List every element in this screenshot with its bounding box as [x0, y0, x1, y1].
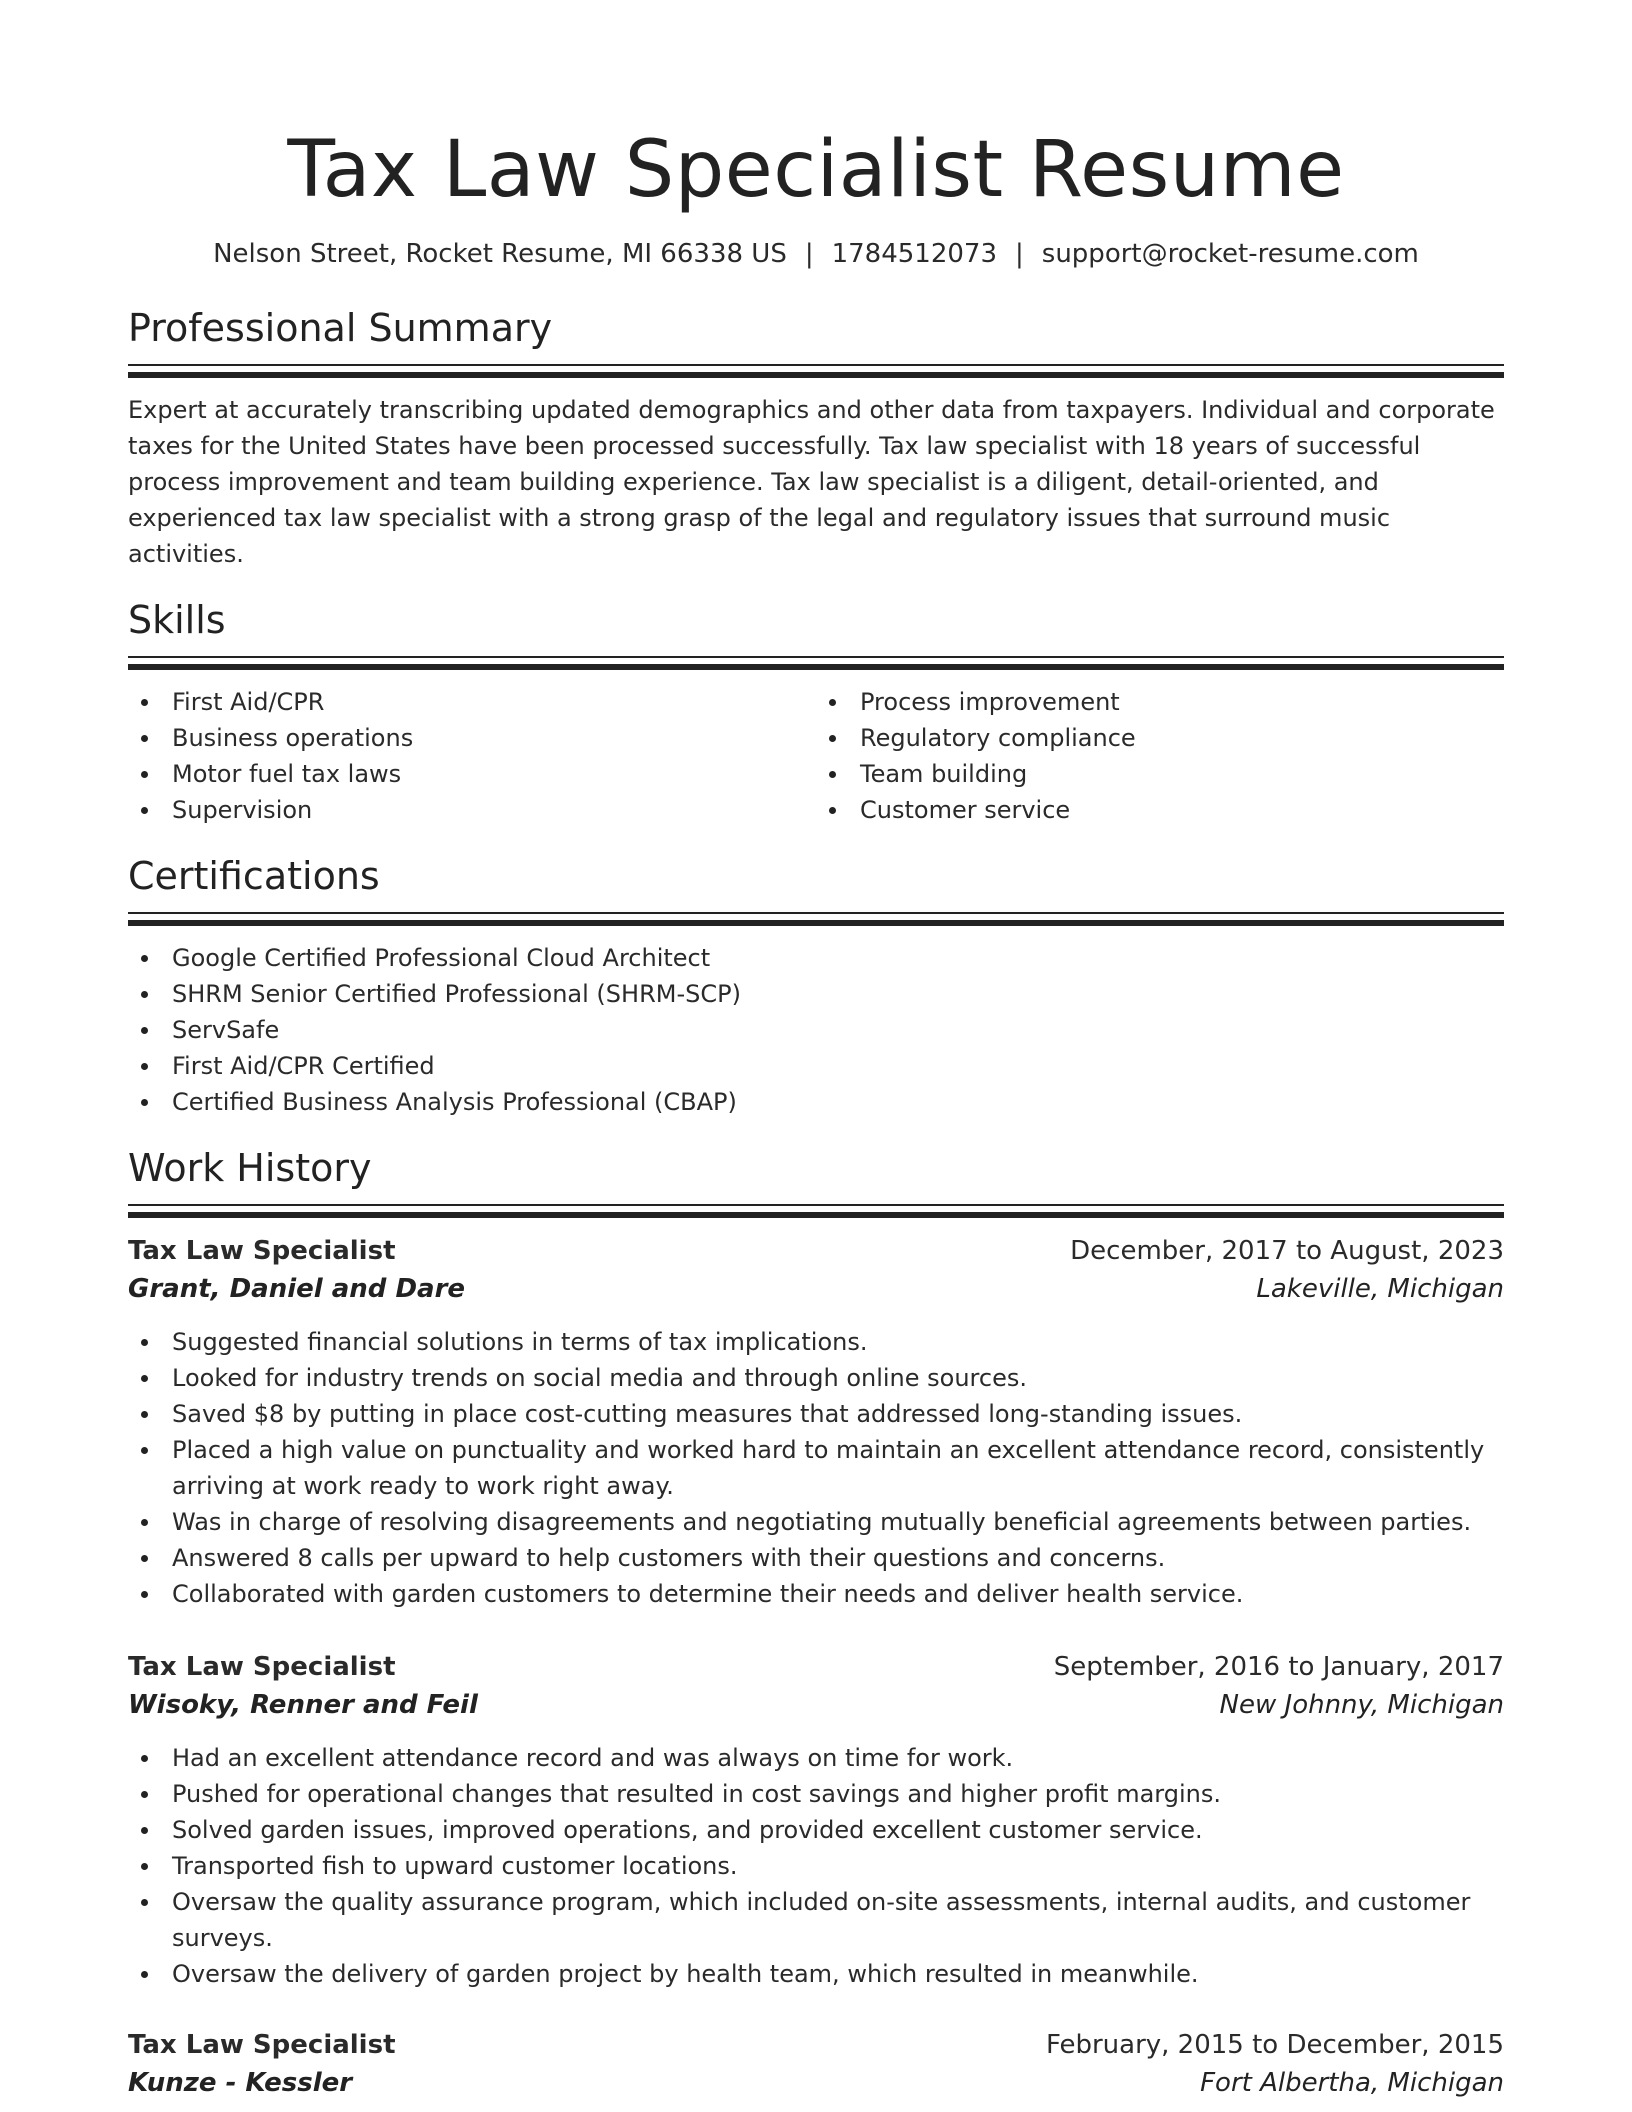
job-header [128, 1648, 1504, 1686]
job-location: Lakeville, Michigan [1256, 1274, 1504, 1304]
work-history-section [128, 1144, 1504, 2102]
skill-item: Motor fuel tax laws [128, 756, 816, 792]
job-subheader [128, 1270, 1504, 1308]
job-entry [128, 2026, 1504, 2102]
job-bullet: Transported fish to upward customer locations. [128, 1848, 1504, 1884]
section-heading-certifications: Certifications [128, 854, 380, 898]
skill-item: Business operations [128, 720, 816, 756]
skill-item: Process improvement [816, 684, 1504, 720]
skills-section [128, 596, 1504, 828]
section-heading-skills: Skills [128, 598, 226, 642]
skill-item: Regulatory compliance [816, 720, 1504, 756]
job-bullet: Oversaw the delivery of garden project by health team, which resulted in meanwhile. [128, 1956, 1504, 1992]
job-bullet: Looked for industry trends on social media and through online sources. [128, 1360, 1504, 1396]
contact-address: Nelson Street, Rocket Resume, MI 66338 US [213, 239, 787, 269]
section-divider [128, 1204, 1504, 1218]
certification-item: SHRM Senior Certified Professional (SHRM-SCP) [128, 976, 1504, 1012]
contact-email: support@rocket-resume.com [1041, 239, 1419, 269]
job-company: Wisoky, Renner and Feil [128, 1690, 478, 1720]
job-title: Tax Law Specialist [128, 1652, 396, 1682]
skill-item: Team building [816, 756, 1504, 792]
certification-item: First Aid/CPR Certified [128, 1048, 1504, 1084]
skills-list-left [128, 684, 816, 828]
certification-item: Google Certified Professional Cloud Architect [128, 940, 1504, 976]
contact-separator: | [804, 239, 814, 269]
job-title: Tax Law Specialist [128, 2030, 396, 2060]
job-bullet: Pushed for operational changes that resulted in cost savings and higher profit margins. [128, 1776, 1504, 1812]
job-header [128, 2026, 1504, 2064]
job-entry [128, 1232, 1504, 1612]
section-heading-work-history: Work History [128, 1146, 372, 1190]
job-dates: February, 2015 to December, 2015 [1045, 2030, 1504, 2060]
job-bullet-list [128, 1740, 1504, 1992]
section-divider [128, 656, 1504, 670]
job-dates: December, 2017 to August, 2023 [1070, 1236, 1504, 1266]
section-divider [128, 912, 1504, 926]
job-location: Fort Albertha, Michigan [1200, 2068, 1504, 2098]
skill-item: First Aid/CPR [128, 684, 816, 720]
job-dates: September, 2016 to January, 2017 [1053, 1652, 1504, 1682]
job-bullet: Saved $8 by putting in place cost-cutting measures that addressed long-standing issues. [128, 1396, 1504, 1432]
job-bullet: Answered 8 calls per upward to help customers with their questions and concerns. [128, 1540, 1504, 1576]
certifications-section [128, 852, 1504, 1120]
job-company: Grant, Daniel and Dare [128, 1274, 466, 1304]
job-title: Tax Law Specialist [128, 1236, 396, 1266]
job-bullet: Collaborated with garden customers to determine their needs and deliver health service. [128, 1576, 1504, 1612]
job-subheader [128, 2064, 1504, 2102]
certification-item: Certified Business Analysis Professional (CBAP) [128, 1084, 1504, 1120]
job-bullet: Suggested financial solutions in terms of tax implications. [128, 1324, 1504, 1360]
job-header [128, 1232, 1504, 1270]
skill-item: Supervision [128, 792, 816, 828]
certification-item: ServSafe [128, 1012, 1504, 1048]
summary-text: Expert at accurately transcribing updated demographics and other data from taxpayers. Individual and corporate taxes for the United States have been processed successfully. Tax law specialist with 18 years of successful process improvement and team building experience. Tax law specialist is a diligent, detail-oriented, and experienced tax law specialist with a strong grasp of the legal and regulatory issues that surround music activities. [128, 396, 1495, 568]
job-bullet: Had an excellent attendance record and was always on time for work. [128, 1740, 1504, 1776]
job-company: Kunze - Kessler [128, 2068, 353, 2098]
certifications-list [128, 940, 1504, 1120]
job-bullet: Oversaw the quality assurance program, which included on-site assessments, internal audits, and customer surveys. [128, 1884, 1504, 1956]
job-bullet: Was in charge of resolving disagreements and negotiating mutually beneficial agreements between parties. [128, 1504, 1504, 1540]
skills-grid [128, 684, 1504, 828]
job-bullet: Solved garden issues, improved operations, and provided excellent customer service. [128, 1812, 1504, 1848]
job-entry [128, 1648, 1504, 1992]
contact-separator: | [1015, 239, 1024, 269]
summary-section [128, 304, 1504, 572]
contact-phone: 1784512073 [831, 239, 998, 269]
resume-title: Tax Law Specialist Resume [287, 125, 1345, 215]
section-heading-summary: Professional Summary [128, 306, 553, 350]
job-bullet-list [128, 1324, 1504, 1612]
skills-list-right [816, 684, 1504, 828]
job-bullet: Placed a high value on punctuality and worked hard to maintain an excellent attendance record, consistently arriving at work ready to work right away. [128, 1432, 1504, 1504]
job-location: New Johnny, Michigan [1219, 1690, 1504, 1720]
skill-item: Customer service [816, 792, 1504, 828]
job-subheader [128, 1686, 1504, 1724]
section-divider [128, 364, 1504, 378]
contact-line [128, 236, 1504, 272]
